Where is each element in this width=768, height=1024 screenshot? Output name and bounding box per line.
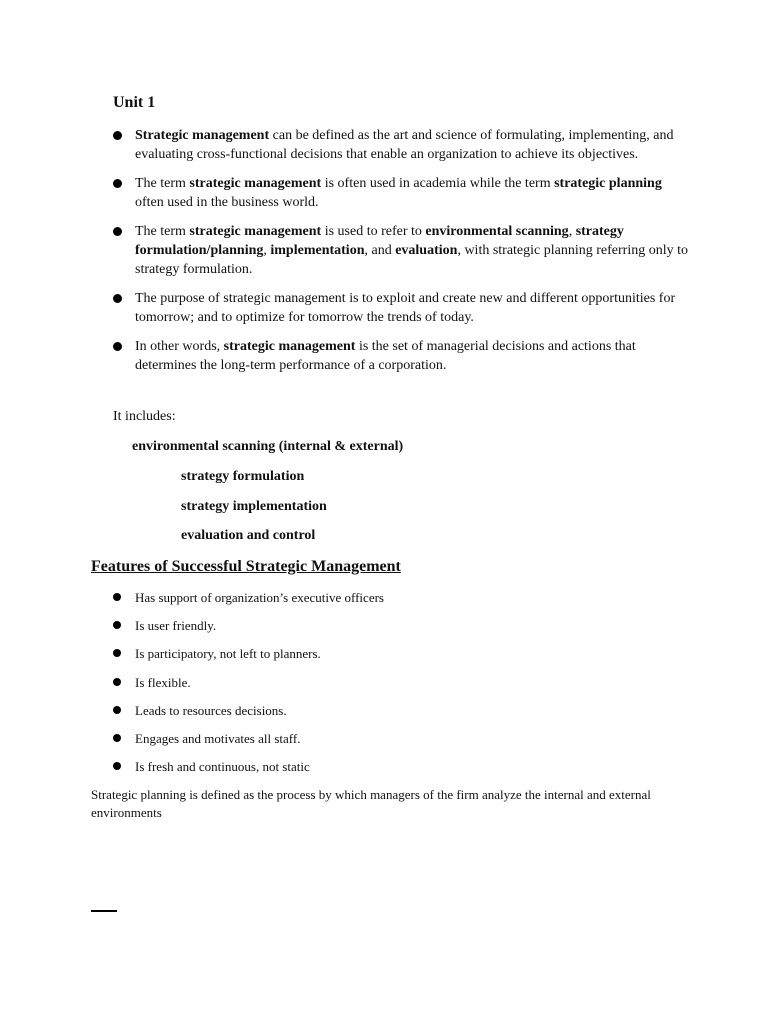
bullet-icon xyxy=(113,734,121,742)
body-text: , and xyxy=(364,243,396,258)
bullet-icon xyxy=(113,649,121,657)
bold-term: environmental scanning xyxy=(425,224,569,239)
bullet-icon xyxy=(113,342,122,351)
list-item xyxy=(113,645,613,662)
feature-text: Leads to resources decisions. xyxy=(135,702,287,718)
body-text: can be defined as the art and science of formulating, implementing, and evaluating cross-functional decisions that enable an organization to achieve its objectives. xyxy=(135,128,674,162)
feature-text: Has support of organization’s executive officers xyxy=(135,590,384,605)
body-text: often used in the business world. xyxy=(135,195,319,210)
bold-term: evaluation xyxy=(395,243,458,258)
list-item xyxy=(113,730,613,747)
bold-term: strategic management xyxy=(189,176,322,191)
list-item xyxy=(113,289,688,327)
list-item xyxy=(113,337,688,375)
feature-text: Is participatory, not left to planners. xyxy=(135,646,321,662)
bold-term: implementation xyxy=(270,243,365,258)
body-text: The purpose of strategic management is to exploit and create new and different opportunities for tomorrow; and to optimize for tomorrow the trends of today. xyxy=(135,291,676,325)
bullet-icon xyxy=(113,621,121,629)
bullet-icon xyxy=(113,179,122,188)
includes-item: strategy implementation xyxy=(181,499,327,514)
list-item xyxy=(113,674,613,691)
bold-term: strategic management xyxy=(189,224,322,239)
list-item xyxy=(113,174,688,212)
features-heading: Features of Successful Strategic Management xyxy=(91,558,401,575)
feature-text: Is flexible. xyxy=(135,674,191,690)
feature-text: Is fresh and continuous, not static xyxy=(135,759,310,775)
feature-text: Is user friendly. xyxy=(135,618,217,634)
bullet-icon xyxy=(113,131,122,140)
bold-term: strategic planning xyxy=(554,176,662,191)
bullet-icon xyxy=(113,227,122,236)
body-text: In other words, xyxy=(135,339,224,354)
bullet-icon xyxy=(113,706,121,714)
bold-term: Strategic management xyxy=(135,128,270,143)
body-text: is used to refer to xyxy=(321,224,426,239)
body-text: , xyxy=(263,243,271,258)
includes-item: evaluation and control xyxy=(181,528,316,543)
unit-title: Unit 1 xyxy=(113,94,156,111)
list-item xyxy=(113,222,688,279)
horizontal-rule xyxy=(91,910,117,912)
bullet-icon xyxy=(113,678,121,686)
body-text: is often used in academia while the term xyxy=(321,176,555,191)
list-item xyxy=(113,758,613,775)
list-item xyxy=(113,702,613,719)
feature-text: Engages and motivates all staff. xyxy=(135,730,301,746)
includes-item: environmental scanning (internal & external) xyxy=(132,439,404,454)
list-item xyxy=(113,126,688,164)
body-text: , xyxy=(568,224,576,239)
bullet-icon xyxy=(113,593,121,601)
list-item xyxy=(113,589,613,606)
bold-term: strategic management xyxy=(223,339,356,354)
features-bullet-list xyxy=(113,589,613,786)
bullet-icon xyxy=(113,294,122,303)
includes-label: It includes: xyxy=(113,409,176,424)
body-text: The term xyxy=(135,176,190,191)
list-item xyxy=(113,617,613,634)
includes-item: strategy formulation xyxy=(181,469,305,484)
body-text: is the set of managerial decisions and actions that determines the long-term performance of a corporation. xyxy=(135,339,636,373)
bullet-icon xyxy=(113,762,121,770)
bold-term: strategy formulation/planning xyxy=(135,224,624,258)
closing-paragraph: Strategic planning is defined as the process by which managers of the firm analyze the internal and external environments xyxy=(91,787,651,820)
body-text: , with strategic planning referring only to strategy formulation. xyxy=(135,243,688,277)
definition-bullet-list xyxy=(113,126,688,385)
body-text: The term xyxy=(135,224,190,239)
